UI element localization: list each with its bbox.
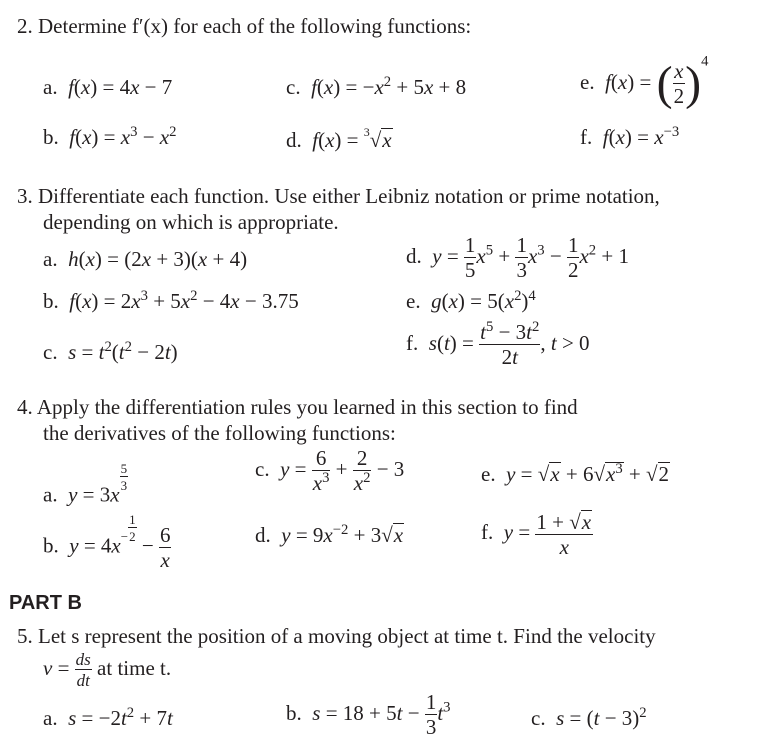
p3-item-c: c. $s = t^2(t^2 - 2t)$ bbox=[43, 338, 178, 364]
item-label: e. bbox=[406, 289, 421, 313]
item-label: b. bbox=[43, 533, 59, 558]
p4-item-b: b. y = 4x− $\frac{1}{2}$ − $\frac{6}{x}$ bbox=[43, 512, 171, 572]
item-label: d. bbox=[406, 243, 422, 268]
p2-item-d: d. f(x) = $^3$√x bbox=[286, 125, 392, 152]
problem-4-line2: the derivatives of the following functions: bbox=[43, 421, 396, 445]
problem-3-header bbox=[17, 184, 660, 209]
p3-item-a: a. h(x) = (2x + 3)(x + 4) bbox=[43, 247, 248, 271]
p3-item-d: d. y = $\frac{1}{5}$ $x^5$ + $\frac{1}{3}$ $x^3$ − $\frac{1}{2}$ $x^2 + 1$ bbox=[406, 233, 629, 282]
p2-item-b: b. $f(x) = x^3 - x^2$ bbox=[43, 123, 177, 149]
problem-text-line1: Apply the differentiation rules you learned in this section to find bbox=[36, 395, 578, 419]
problem-text: Determine f′(x) for each of the following functions: bbox=[38, 14, 472, 38]
p4-item-f: f. y = $\frac{1 + √x}{x}$ bbox=[481, 510, 592, 560]
item-label: e. bbox=[580, 69, 595, 94]
p5-item-b: b. s = 18 + 5t − $\frac{1}{3}$ $t^3$ bbox=[286, 690, 451, 739]
item-label: b. bbox=[286, 700, 302, 725]
p5-item-c: c. $s = (t - 3)^2$ bbox=[531, 704, 647, 730]
p3-item-e: e. $g(x) = 5(x^2)^4$ bbox=[406, 287, 536, 313]
problem-5-line2: v = $\frac{ds}{dt}$ at time t. bbox=[43, 650, 172, 690]
p3-item-b: b. $f(x) = 2x^3 + 5x^2 - 4x - 3.75$ bbox=[43, 287, 299, 313]
item-label: a. bbox=[43, 75, 58, 99]
item-label: d. bbox=[286, 127, 302, 152]
item-label: c. bbox=[255, 456, 270, 481]
item-label: b. bbox=[43, 125, 59, 149]
item-label: f. bbox=[406, 330, 419, 355]
problem-number: 5. bbox=[17, 624, 33, 648]
problem-4-header bbox=[17, 395, 578, 420]
problem-5-header bbox=[17, 624, 656, 649]
problem-number: 4. bbox=[17, 395, 33, 419]
p2-item-c: c. $f(x) = -x^2 + 5x + 8$ bbox=[286, 73, 467, 99]
p2-item-a: a. f(x) = 4x − 7 bbox=[43, 75, 173, 99]
problem-text-line1: Differentiate each function. Use either Leibniz notation or prime notation, bbox=[38, 184, 660, 208]
p2-item-e: e. f(x) = ( $\frac{x}{2}$ )$^4$ bbox=[580, 53, 709, 110]
p5-item-a: a. $s = -2t^2 + 7t$ bbox=[43, 704, 173, 730]
problem-2-header bbox=[17, 14, 471, 39]
item-label: a. bbox=[43, 247, 58, 271]
p4-item-a: a. y = 3x $\frac{5}{3}$ bbox=[43, 461, 128, 507]
problem-3-line2: depending on which is appropriate. bbox=[43, 210, 339, 234]
item-label: a. bbox=[43, 482, 58, 507]
p4-item-c: c. y = $\frac{6}{x^3}$ + $\frac{2}{x^2}$ − 3 bbox=[255, 446, 405, 495]
part-heading: PART B bbox=[9, 592, 82, 614]
item-label: e. bbox=[481, 462, 496, 486]
problem-text-line1: Let s represent the position of a moving object at time t. Find the velocity bbox=[38, 624, 656, 648]
p2-item-f: f. $f(x) = x^{-3}$ bbox=[580, 123, 680, 149]
item-label: a. bbox=[43, 706, 58, 730]
item-label: c. bbox=[531, 706, 546, 730]
problem-number: 2. bbox=[17, 14, 33, 38]
item-label: d. bbox=[255, 523, 271, 547]
p4-item-e: e. $y = √x + 6√x^3 + √2$ bbox=[481, 460, 670, 486]
item-label: b. bbox=[43, 289, 59, 313]
item-label: c. bbox=[286, 75, 301, 99]
p3-item-f: f. s(t) = $\frac{t^5 - 3t^2}{2t}$ , t > 0 bbox=[406, 318, 590, 369]
problem-text-line2-suffix: at time t. bbox=[97, 655, 172, 680]
p4-item-d: d. $y = 9x^{-2} + 3√x$ bbox=[255, 521, 404, 547]
item-label: f. bbox=[481, 519, 494, 544]
item-label: c. bbox=[43, 340, 58, 364]
problem-number: 3. bbox=[17, 184, 33, 208]
item-label: f. bbox=[580, 125, 593, 149]
